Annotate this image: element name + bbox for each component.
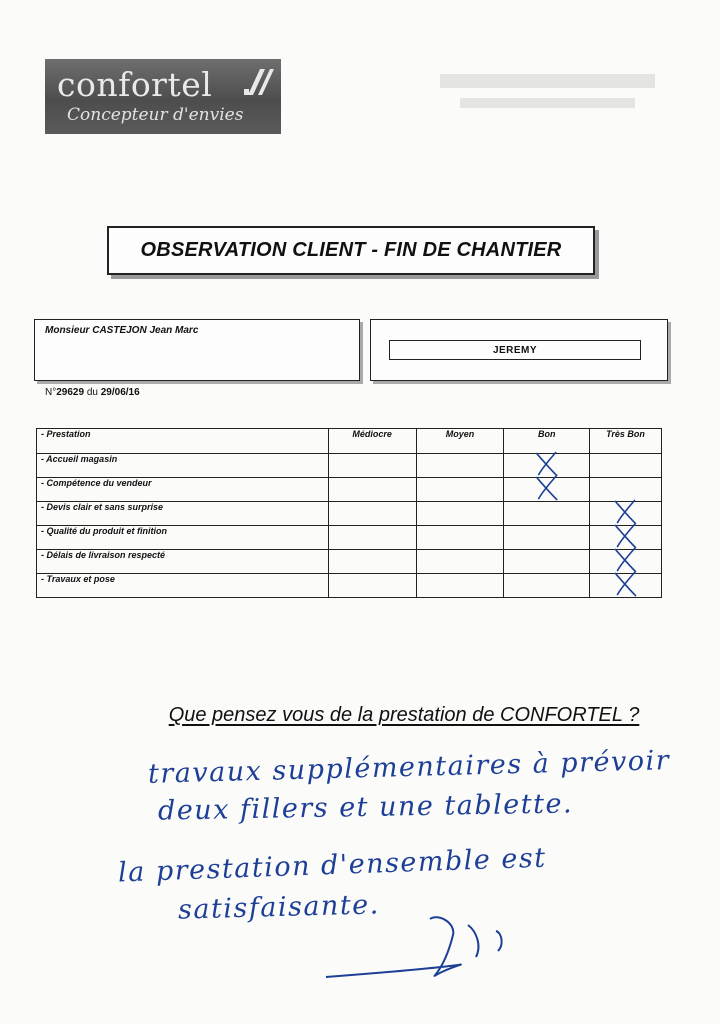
header-moyen: Moyen	[416, 429, 504, 454]
cell-mediocre[interactable]	[328, 502, 416, 526]
cell-tres-bon[interactable]	[590, 502, 662, 526]
cell-moyen[interactable]	[416, 550, 504, 574]
table-row	[37, 526, 662, 550]
client-name: Monsieur CASTEJON Jean Marc	[45, 325, 199, 336]
cell-bon[interactable]	[504, 478, 590, 502]
row-label: - Délais de livraison respecté	[37, 550, 329, 574]
table-row	[37, 550, 662, 574]
order-date: 29/06/16	[100, 387, 140, 398]
cell-bon[interactable]	[504, 574, 590, 598]
cell-tres-bon[interactable]	[590, 550, 662, 574]
cell-moyen[interactable]	[416, 478, 504, 502]
header-tres-bon: Très Bon	[590, 429, 662, 454]
technician-field	[389, 340, 641, 360]
handwritten-comment-line: satisfaisante.	[177, 889, 381, 926]
table-row	[37, 478, 662, 502]
table-row	[37, 454, 662, 478]
cell-bon[interactable]	[504, 454, 590, 478]
row-label: - Compétence du vendeur	[37, 478, 329, 502]
cell-bon[interactable]	[504, 526, 590, 550]
cell-bon[interactable]	[504, 550, 590, 574]
cell-mediocre[interactable]	[328, 454, 416, 478]
handwritten-comment-line: deux fillers et une tablette.	[157, 788, 574, 827]
handwritten-comment-line: la prestation d'ensemble est	[117, 842, 548, 889]
logo-tagline: Concepteur d'envies	[67, 105, 244, 125]
header-prestation: - Prestation	[37, 429, 329, 454]
cell-bon[interactable]	[504, 502, 590, 526]
table-header-row	[37, 429, 662, 454]
cell-moyen[interactable]	[416, 502, 504, 526]
company-logo	[45, 59, 281, 134]
feedback-question	[0, 704, 720, 727]
cell-tres-bon[interactable]	[590, 574, 662, 598]
row-label: - Accueil magasin	[37, 454, 329, 478]
header-mediocre: Médiocre	[328, 429, 416, 454]
row-label: - Qualité du produit et finition	[37, 526, 329, 550]
client-signature	[318, 905, 518, 985]
cell-tres-bon[interactable]	[590, 526, 662, 550]
header-bon: Bon	[504, 429, 590, 454]
cell-tres-bon[interactable]	[590, 478, 662, 502]
rating-table	[36, 428, 662, 598]
order-number: 29629	[56, 387, 85, 398]
cell-tres-bon[interactable]	[590, 454, 662, 478]
handwritten-comment-line: travaux supplémentaires à prévoir	[147, 745, 671, 790]
order-line	[45, 387, 140, 398]
cell-mediocre[interactable]	[328, 574, 416, 598]
cell-moyen[interactable]	[416, 574, 504, 598]
table-row	[37, 574, 662, 598]
faint-watermark	[440, 64, 655, 124]
page-title: OBSERVATION CLIENT - FIN DE CHANTIER	[140, 239, 562, 261]
technician-box	[370, 319, 668, 381]
cell-moyen[interactable]	[416, 454, 504, 478]
row-label: - Travaux et pose	[37, 574, 329, 598]
logo-brand-text: confortel	[57, 65, 213, 104]
client-box	[34, 319, 360, 381]
cell-mediocre[interactable]	[328, 526, 416, 550]
cell-mediocre[interactable]	[328, 550, 416, 574]
order-prefix: N°	[45, 387, 57, 398]
row-label: - Devis clair et sans surprise	[37, 502, 329, 526]
logo-slashes-icon	[244, 67, 274, 97]
cell-mediocre[interactable]	[328, 478, 416, 502]
order-date-prefix: du	[86, 387, 98, 398]
feedback-question-text: Que pensez vous de la prestation de CONFORTEL ?	[168, 704, 640, 726]
table-row	[37, 502, 662, 526]
technician-name: JEREMY	[492, 344, 538, 356]
cell-moyen[interactable]	[416, 526, 504, 550]
title-box	[107, 226, 595, 275]
